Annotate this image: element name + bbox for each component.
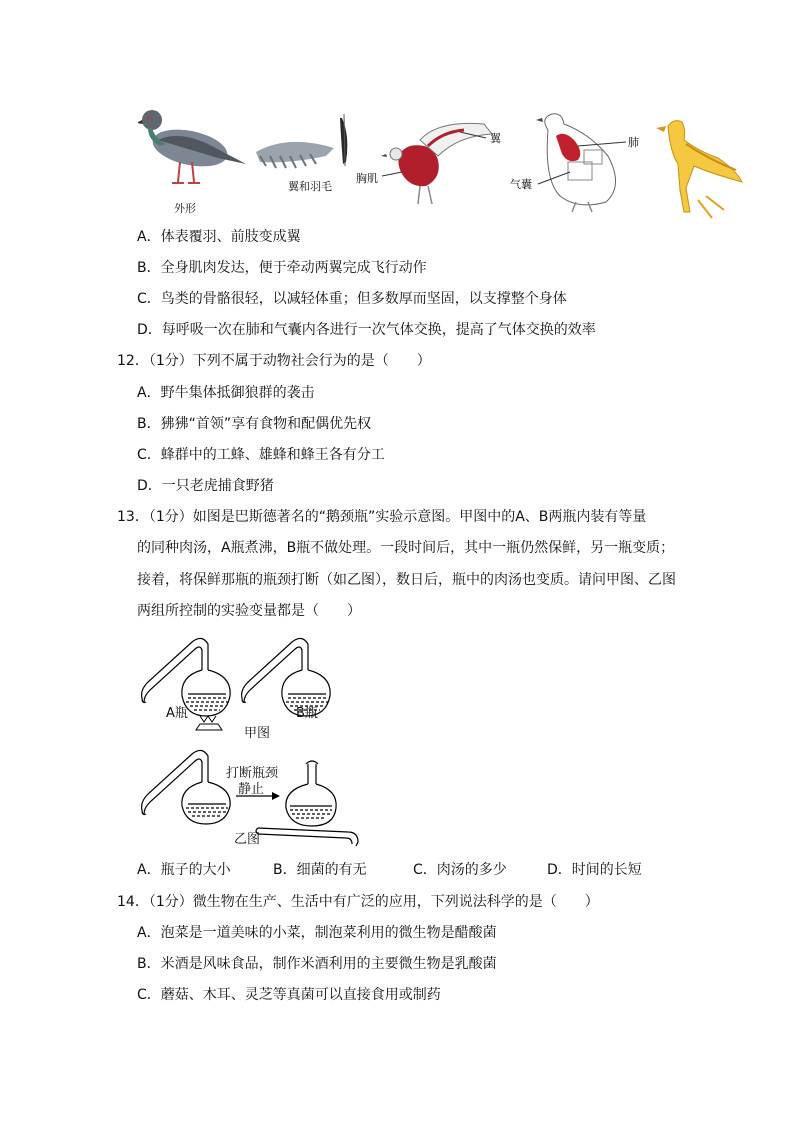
q13-stem-line-3: 接着，将保鲜那瓶的瓶颈打断（如乙图），数日后，瓶中的肉汤也变质。请问甲图、乙图 — [137, 572, 676, 588]
label-lung: 肺 — [628, 136, 639, 149]
q12-option-d: D．一只老虎捕食野猪 — [137, 478, 274, 494]
caption-jia: 甲图 — [244, 726, 271, 741]
label-air-sac: 气囊 — [510, 178, 532, 191]
flask-b — [242, 638, 331, 716]
swan-neck-flask-figure — [138, 632, 378, 852]
chest-muscle-image — [381, 123, 492, 204]
burner-icon — [196, 716, 222, 730]
flask-diagram — [138, 632, 378, 852]
q14-option-b: B．米酒是风味食品，制作米酒利用的主要微生物是乳酸菌 — [137, 956, 497, 972]
label-appearance: 外形 — [174, 202, 196, 215]
q14-option-a: A．泡菜是一道美味的小菜，制泡菜利用的微生物是醋酸菌 — [137, 925, 497, 941]
q13-option-a: A．瓶子的大小 — [137, 862, 231, 878]
q14-option-c: C．蘑菇、木耳、灵芝等真菌可以直接食用或制药 — [137, 987, 441, 1003]
q11-option-d: D．每呼吸一次在肺和气囊内各进行一次气体交换，提高了气体交换的效率 — [137, 322, 596, 338]
label-wing: 翼 — [490, 132, 501, 145]
q11-option-c: C．鸟类的骨骼很轻，以减轻体重；但多数厚而坚固，以支撑整个身体 — [137, 291, 567, 307]
q14-stem: 14．（1分）微生物在生产、生活中有广泛的应用，下列说法科学的是（ ） — [117, 894, 599, 910]
flask-yi-intact — [142, 750, 231, 824]
label-break-neck: 打断瓶颈 — [226, 766, 279, 781]
wing-feathers-image — [256, 114, 347, 168]
q13-options — [137, 860, 697, 880]
label-still: 静止 — [238, 782, 265, 797]
label-flask-a: A瓶 — [166, 706, 188, 721]
pigeon-exterior-image — [138, 110, 246, 183]
q13-option-d: D．时间的长短 — [547, 862, 642, 878]
flask-a — [142, 638, 231, 716]
caption-yi: 乙图 — [234, 832, 261, 847]
bird-figure-drawing — [138, 100, 748, 220]
q12-stem: 12．（1分）下列不属于动物社会行为的是（ ） — [117, 353, 431, 369]
bird-skeleton-image — [656, 121, 742, 218]
bird-figure — [138, 100, 748, 220]
q13-option-c: C．肉汤的多少 — [413, 862, 507, 878]
q11-option-b: B．全身肌肉发达，便于牵动两翼完成飞行动作 — [137, 260, 427, 276]
q12-option-c: C．蜂群中的工蜂、雄蜂和蜂王各有分工 — [137, 447, 385, 463]
label-wing-feathers: 翼和羽毛 — [288, 180, 332, 193]
q11-option-a: A．体表覆羽、前肢变成翼 — [137, 229, 301, 245]
label-chest-muscle: 胸肌 — [356, 172, 378, 185]
q12-option-a: A．野牛集体抵御狼群的袭击 — [137, 385, 315, 401]
q13-stem-line-1: 13．（1分）如图是巴斯德著名的“鹅颈瓶”实验示意图。甲图中的A、B两瓶内装有等量 — [117, 509, 647, 525]
q12-option-b: B．狒狒“首领”享有食物和配偶优先权 — [137, 416, 372, 432]
q13-option-b: B．细菌的有无 — [273, 862, 367, 878]
label-flask-b: B瓶 — [296, 706, 318, 721]
lung-air-sac-image — [536, 114, 626, 212]
q13-stem-line-4: 两组所控制的实验变量都是（ ） — [137, 603, 361, 619]
q13-stem-line-2: 的同种肉汤，A瓶煮沸，B瓶不做处理。一段时间后，其中一瓶仍然保鲜，另一瓶变质； — [137, 540, 675, 556]
